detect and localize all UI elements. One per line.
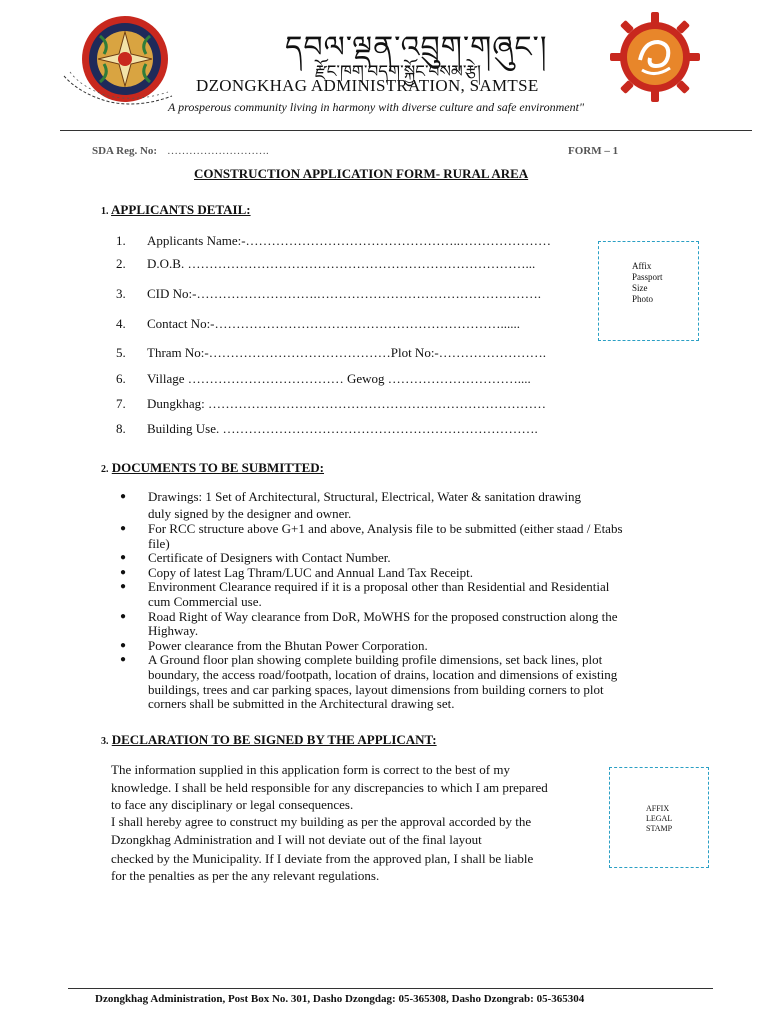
row-number: 2. [116, 256, 126, 271]
footer-divider [68, 988, 713, 989]
row-number: 3. [116, 286, 126, 301]
declaration-line: knowledge. I shall be held responsible for any discrepancies to which I am prepared [111, 780, 548, 795]
form-number: FORM – 1 [568, 145, 619, 157]
declaration-line: I shall hereby agree to construct my building as per the approval accorded by the [111, 814, 532, 829]
dob-field[interactable]: D.O.B. ……………………………………………………………………... [147, 256, 536, 271]
section-declaration-heading [101, 732, 437, 748]
section-applicants-detail-heading [101, 202, 251, 218]
cid-field[interactable]: CID No:-……………………….……………………………………………. [147, 286, 541, 301]
list-item: ● A Ground floor plan showing complete building profile dimensions, set back lines, plot boundary, the access road/footpath, location of drains, location and dimensions of existing buildings, trees and car parking spaces, layout dimensions from building corners to plot corners shall be submitted in the Architectural drawing set. [120, 652, 618, 712]
section-number: 3. [101, 736, 109, 747]
list-item: ● Power clearance from the Bhutan Power Corporation. [120, 637, 428, 653]
contact-field[interactable]: Contact No:-…………………………………………………………...... [147, 316, 521, 331]
row-number: 6. [116, 371, 126, 386]
documents-list [120, 488, 680, 712]
dungkhag-field[interactable]: Dungkhag: …………………………………………………………………… [147, 396, 547, 411]
list-item: ● Copy of latest Lag Thram/LUC and Annual Land Tax Receipt. [120, 564, 473, 580]
stamp-box-label [646, 804, 672, 834]
village-gewog-field[interactable]: Village ……………………………… Gewog ………………………….... [147, 371, 531, 386]
photo-box-label [632, 261, 663, 305]
samtse-dzongkhag-logo [610, 12, 700, 102]
photo-box-line: Size [632, 283, 648, 293]
list-item: ● For RCC structure above G+1 and above, Analysis file to be submitted (either staad / Etabs file) [120, 521, 623, 551]
footer-contact: Dzongkhag Administration, Post Box No. 301, Dasho Dzongdag: 05-365308, Dasho Dzongrab: 05-365304 [95, 993, 585, 1005]
row-number: 4. [116, 316, 126, 331]
stamp-box-line: STAMP [646, 824, 673, 833]
sda-reg-field[interactable]: ………………………. [167, 145, 269, 157]
list-item: ● Road Right of Way clearance from DoR, MoWHS for the proposed construction along the Highway. [120, 608, 618, 639]
declaration-line: to face any disciplinary or legal consequences. [111, 797, 354, 812]
list-item: ● Certificate of Designers with Contact Number. [120, 550, 391, 566]
section-title: DOCUMENTS TO BE SUBMITTED: [111, 460, 325, 475]
declaration-line: The information supplied in this application form is correct to the best of my [111, 762, 510, 777]
sda-reg-label: SDA Reg. No: [92, 145, 158, 157]
photo-box-line: Passport [632, 272, 663, 282]
declaration-line: checked by the Municipality. If I deviate from the approved plan, I shall be liable [111, 851, 534, 866]
dzongkha-title: དབལ་ལྡན་འབྲུག་གཞུང་། [285, 31, 548, 64]
section-title: APPLICANTS DETAIL: [111, 202, 251, 217]
section-title: DECLARATION TO BE SIGNED BY THE APPLICANT: [111, 732, 437, 747]
organization-motto: A prosperous community living in harmony with diverse culture and safe environment" [168, 100, 584, 114]
section-number: 1. [101, 206, 109, 217]
row-number: 5. [116, 345, 126, 360]
stamp-box-line: AFFIX [646, 804, 670, 813]
declaration-line: Dzongkhag Administration and I will not deviate out of the final layout [111, 832, 482, 847]
list-item: ● Environment Clearance required if it is a proposal other than Residential and Residential cum Commercial use. [120, 579, 610, 609]
list-item: ● Drawings: 1 Set of Architectural, Structural, Electrical, Water & sanitation drawing duly signed by the designer and owner. [120, 489, 581, 521]
section-number: 2. [101, 464, 109, 475]
thram-plot-field[interactable]: Thram No:-……………………………………Plot No:-……………………. [147, 345, 547, 360]
dzongkha-subtitle: རྫོང་ཁག་བདག་སྐྱོང་བསམ་རྩེ། [315, 62, 481, 81]
applicant-name-field[interactable]: Applicants Name:-…………………………………………..………………… [147, 233, 552, 248]
photo-box-line: Photo [632, 294, 654, 304]
section-documents-heading [101, 460, 324, 476]
header-divider [60, 130, 752, 131]
organization-name: DZONGKHAG ADMINISTRATION, SAMTSE [196, 76, 539, 95]
photo-box-line: Affix [632, 261, 652, 271]
row-number: 7. [116, 396, 126, 411]
stamp-box-line: LEGAL [646, 814, 673, 823]
form-title: CONSTRUCTION APPLICATION FORM- RURAL AREA [194, 166, 529, 181]
row-number: 8. [116, 421, 126, 436]
row-number: 1. [116, 233, 126, 248]
declaration-line: for the penalties as per the any relevant regulations. [111, 868, 380, 883]
building-use-field[interactable]: Building Use. ………………………………………………………………. [147, 421, 538, 436]
